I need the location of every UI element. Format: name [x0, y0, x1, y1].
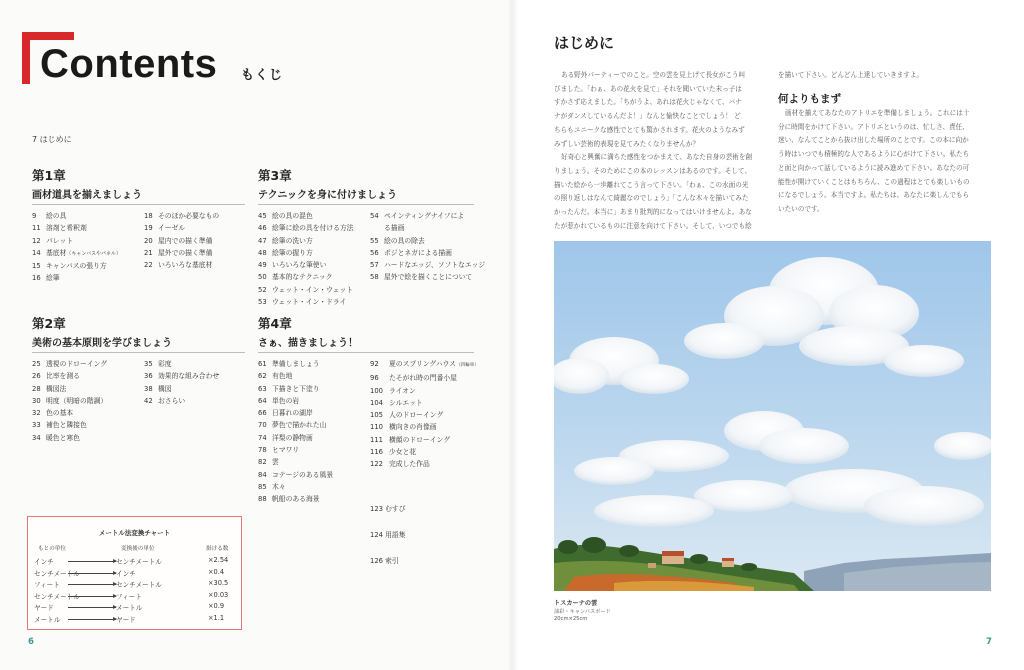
toc-entry[interactable]	[32, 407, 144, 419]
conversion-row	[34, 556, 234, 566]
conversion-factor: ×2.54	[208, 556, 229, 564]
conversion-source-unit: インチ	[34, 558, 54, 566]
contents-subtitle: もくじ	[241, 68, 284, 83]
toc-page-number: 20	[144, 236, 153, 245]
toc-entry[interactable]	[370, 358, 479, 372]
conversion-header-source: もとの単位	[38, 546, 66, 552]
toc-entry-label: ライオン	[389, 386, 416, 395]
toc-page-number: 111	[370, 435, 383, 444]
page-number-right: 7	[986, 637, 992, 647]
toc-entry[interactable]	[144, 235, 244, 247]
intro-title: はじめに	[554, 34, 615, 52]
arrow-right-icon	[68, 619, 116, 620]
body-text-line: 描いた絵から一歩離れてこう言って下さい。「わぁ、この水面の光	[554, 180, 749, 189]
intro-body-continued: を描いて下さい。どんどん上達していきますよ。	[778, 71, 924, 79]
conversion-target-unit: インチ	[116, 569, 136, 578]
toc-entry[interactable]	[258, 271, 370, 283]
toc-entry-label: パレット	[46, 236, 74, 245]
toc-page-number: 122	[370, 460, 383, 469]
arrow-right-icon	[68, 573, 116, 574]
toc-entry-glossary[interactable]: 124 用語集	[370, 531, 406, 539]
toc-entry[interactable]	[370, 434, 474, 446]
intro-body-left	[554, 69, 770, 233]
toc-page-number: 14	[32, 248, 41, 257]
toc-entry-label: 構図法	[46, 384, 67, 393]
toc-page-number: 11	[32, 224, 41, 233]
body-text-line: ナがダンスしているんだよ！」なんと愉快なことでしょう！ ど	[554, 112, 741, 121]
toc-entry-label: 夏のスプリングハウス	[389, 360, 456, 368]
chapter-title: テクニックを身に付けましょう	[258, 186, 474, 205]
toc-entry-label: 色の基本	[46, 409, 74, 418]
body-text-line: 分に時間をかけて下さい。アトリエというのは、忙しさ、責任、	[778, 122, 969, 131]
toc-page-number: 21	[144, 248, 153, 257]
toc-page-number: 45	[258, 212, 267, 220]
toc-entry-label: 絵筆の洗い方	[272, 236, 313, 245]
toc-page-number: 92	[370, 360, 379, 368]
toc-page-number: 96	[370, 374, 379, 383]
toc-entry[interactable]	[258, 210, 370, 222]
toc-page-number: 66	[258, 409, 267, 418]
arrow-right-icon	[68, 561, 116, 562]
toc-page-number: 33	[32, 421, 41, 430]
toc-entry[interactable]	[370, 259, 486, 271]
toc-entry-label: 絵の具の除去	[384, 236, 425, 245]
toc-page-number: 57	[370, 261, 379, 270]
toc-entry-label: 屋外での描く準備	[158, 248, 213, 257]
toc-entry[interactable]	[144, 210, 244, 222]
chapter-title: さぁ、描きましょう！	[258, 334, 474, 353]
toc-entry-label: 溶剤と希釈剤	[46, 224, 87, 233]
chapter-number: 第3章	[258, 168, 292, 183]
toc-entry[interactable]	[258, 259, 370, 271]
conversion-header-factor: 掛ける数	[206, 546, 229, 552]
toc-entry[interactable]	[32, 260, 144, 272]
toc-entry-label: ポジとネガによる描画	[384, 248, 452, 257]
toc-entry-label: ヒマワリ	[272, 446, 300, 455]
toc-entry-label: 横顔のドローイング	[389, 435, 451, 444]
body-text-line: ちらもユニークな感性でとても驚かされます。花火のようなみず	[554, 125, 745, 134]
toc-entry[interactable]	[32, 419, 144, 431]
chapter-number: 第1章	[32, 168, 66, 183]
toc-page-number: 19	[144, 224, 153, 233]
toc-entry[interactable]	[370, 385, 474, 397]
toc-entry[interactable]	[258, 456, 370, 468]
toc-entry-label: ウェット・イン・ドライ	[272, 298, 347, 307]
toc-entry[interactable]	[144, 358, 244, 370]
body-text-line: と面と向かって話しているように読み進めて下さい。あなたの可	[778, 163, 970, 172]
toc-page-number: 88	[258, 495, 267, 504]
toc-entry[interactable]	[32, 383, 144, 395]
body-text-line: う時はいつでも積極的な人であるように心がけて下さい。私たち	[778, 150, 970, 159]
toc-entry[interactable]	[144, 259, 244, 271]
toc-entry-label: 屋外で絵を描くことについて	[384, 273, 473, 282]
toc-page-number: 53	[258, 298, 267, 307]
toc-page-number: 18	[144, 212, 153, 220]
conversion-row	[34, 602, 234, 612]
chapter-4	[258, 314, 479, 506]
toc-entry[interactable]	[32, 358, 144, 370]
toc-entry[interactable]	[258, 469, 370, 481]
toc-entry[interactable]	[32, 432, 144, 444]
toc-page-number: 58	[370, 273, 379, 282]
toc-entry-note: （キャンバスやパネル）	[66, 250, 122, 257]
toc-page-number: 36	[144, 372, 153, 381]
toc-entry[interactable]	[32, 235, 144, 247]
toc-entry-label: ウェット・イン・ウェット	[272, 285, 354, 294]
toc-entry[interactable]	[370, 235, 474, 247]
toc-page-number: 52	[258, 285, 267, 294]
toc-page-number: 46	[258, 224, 267, 233]
toc-page-number: 62	[258, 372, 267, 381]
toc-entry-label: 横向きの肖像画	[389, 423, 437, 432]
contents-title: Contents	[40, 42, 218, 86]
conversion-row	[34, 568, 234, 578]
arrow-right-icon	[68, 584, 116, 585]
toc-entry-label: 比率を測る	[46, 372, 80, 381]
body-text-line: ある野外パーティーでのこと。空の雲を見上げて長女がこう叫	[561, 71, 746, 79]
toc-entry[interactable]	[32, 370, 144, 382]
body-text-line: かったんだ。本当に」あまり批判的になってはいけませんよ。あな	[554, 208, 752, 217]
conversion-factor: ×0.03	[208, 590, 229, 599]
toc-entry-label: 雲	[272, 458, 279, 467]
toc-entry-label: 日暮れの湖岸	[272, 409, 313, 418]
toc-entry[interactable]	[258, 481, 370, 493]
toc-entry[interactable]	[258, 444, 370, 456]
conversion-source-unit: メートル	[34, 616, 61, 624]
toc-entry[interactable]	[32, 395, 144, 407]
toc-entry[interactable]	[258, 383, 370, 395]
toc-page-number: 16	[32, 274, 41, 283]
toc-entry-label: 明度（明暗の階調）	[46, 396, 108, 405]
toc-entry-label: 絵の具	[46, 212, 67, 220]
toc-page-number: 49	[258, 261, 267, 270]
body-text-line: びました。「わぁ、あの花火を見て」それを聞いていた末っ子は	[554, 84, 742, 93]
body-text-line: 能性が開けていくことはもちろん、この過程はとても楽しいもの	[778, 177, 970, 186]
toc-entry-label: 人のドローイング	[389, 411, 444, 420]
toc-page-number: 74	[258, 433, 267, 442]
chapter-3	[258, 166, 486, 308]
toc-entry-label: いろいろな筆使い	[272, 261, 327, 270]
toc-entry[interactable]	[144, 222, 244, 234]
toc-entry[interactable]	[370, 210, 474, 222]
body-text-line: いたいのです。	[778, 204, 824, 213]
toc-entry-label: 有色地	[272, 372, 293, 381]
toc-entry-label: 木々	[272, 482, 286, 491]
body-text-line: になるでしょう。本当ですよ。私たちは、あなたに楽しんでもら	[778, 191, 970, 200]
toc-entry-label: 絵の具の混色	[272, 212, 313, 220]
toc-page-number: 48	[258, 248, 267, 257]
chapter-title: 画材道具を揃えましょう	[32, 186, 245, 205]
painting-caption-title: トスカーナの雲	[554, 600, 598, 607]
toc-entry[interactable]	[144, 395, 244, 407]
toc-entry-label: 下描きと下塗り	[272, 384, 320, 393]
page-number-left: 6	[28, 637, 34, 647]
toc-page-number: 54	[370, 212, 379, 220]
toc-entry[interactable]	[32, 222, 144, 234]
toc-entry[interactable]	[258, 247, 370, 259]
toc-page-number: 30	[32, 396, 41, 405]
toc-page-number: 100	[370, 386, 383, 395]
toc-entry-label: たそがれ時の門番小屋	[389, 374, 457, 383]
toc-entry-label: 彩度	[158, 360, 172, 368]
toc-page-number: 35	[144, 360, 153, 368]
toc-entry[interactable]	[258, 235, 370, 247]
toc-entry-label: おさらい	[158, 396, 186, 405]
toc-entry[interactable]	[370, 222, 474, 234]
toc-entry[interactable]	[258, 284, 370, 296]
section-subtitle: 何よりもまず	[778, 93, 841, 105]
toc-entry-label: 基本的なテクニック	[272, 273, 333, 282]
toc-entry-label: 構図	[158, 384, 172, 393]
body-text-line: たが惹かれているものに注意を向けて下さい。そして、いつでも絵	[554, 221, 752, 230]
toc-entry-label: 単色の岩	[272, 396, 300, 405]
conversion-target-unit: フィート	[116, 592, 142, 601]
conversion-target-unit: メートル	[116, 604, 143, 613]
toc-entry-label: 帆船のある海景	[272, 495, 320, 504]
toc-entry[interactable]	[258, 296, 370, 308]
toc-entry[interactable]	[258, 407, 370, 419]
toc-page-number: 47	[258, 236, 267, 245]
toc-entry[interactable]	[144, 383, 244, 395]
toc-entry[interactable]	[258, 493, 370, 505]
conversion-source-unit: ヤード	[34, 604, 54, 613]
toc-entry-index[interactable]: 126 索引	[370, 557, 399, 565]
toc-page-number: 85	[258, 482, 267, 491]
toc-entry[interactable]	[370, 247, 474, 259]
toc-entry-label: 基底材	[46, 248, 67, 257]
toc-page-number: 61	[258, 360, 267, 368]
toc-entry-label: 洋梨の静物画	[272, 433, 313, 442]
toc-page-number	[370, 222, 384, 234]
toc-page-number: 78	[258, 446, 267, 455]
conversion-chart-title: メートル法変換チャート	[98, 529, 171, 537]
toc-entry-intro[interactable]: 7 はじめに	[32, 135, 72, 144]
painting-caption-size: 20cm×25cm	[554, 616, 588, 622]
toc-entry-label: 絵筆に絵の具を付ける方法	[272, 224, 354, 233]
toc-entry[interactable]	[32, 247, 144, 260]
toc-page-number: 9	[32, 212, 37, 220]
toc-page-number: 64	[258, 396, 267, 405]
toc-entry-label: 少女と花	[389, 448, 417, 457]
toc-entry[interactable]	[258, 222, 370, 234]
body-text-line: 好奇心と興奮に満ちた感性をつかまえて、あなた自身の芸術を創	[561, 153, 753, 162]
body-text-line: 画材を揃えてあなたのアトリエを準備しましょう。これには十	[785, 109, 970, 117]
body-text-line: りましょう。そのためにこの本のレッスンはあるのです。そして、	[554, 166, 752, 175]
chapter-2	[32, 314, 245, 444]
toc-page-number: 12	[32, 236, 41, 245]
toc-entry-note: （四輪車）	[455, 363, 479, 368]
intro-body-right	[778, 107, 998, 217]
conversion-row	[34, 591, 234, 601]
conversion-factor: ×0.4	[208, 567, 225, 576]
toc-entry[interactable]	[258, 370, 370, 382]
toc-entry-label: いろいろな基底材	[158, 261, 213, 270]
chapter-title: 美術の基本原則を学びましょう	[32, 334, 245, 353]
toc-page-number: 110	[370, 423, 383, 432]
toc-entry[interactable]	[370, 421, 474, 433]
toc-page-number: 42	[144, 396, 153, 405]
metric-conversion-chart	[27, 516, 242, 630]
toc-entry[interactable]	[370, 271, 474, 283]
conversion-row	[34, 614, 234, 624]
toc-page-number: 55	[370, 236, 379, 245]
conversion-header-target: 変換後の単位	[121, 546, 155, 552]
toc-page-number: 32	[32, 409, 41, 418]
toc-page-number: 82	[258, 458, 267, 467]
toc-page-number: 26	[32, 372, 41, 381]
toc-entry-label: 完成した作品	[389, 460, 430, 469]
chapter-number: 第4章	[258, 316, 292, 331]
toc-entry-label: ハードなエッジ、ソフトなエッジ	[384, 261, 486, 270]
toc-page-number: 104	[370, 398, 383, 407]
toc-entry[interactable]	[370, 397, 474, 409]
toc-page-number: 15	[32, 262, 41, 271]
body-text-line: の照り返しはなんて綺麗なのでしょう」「こんな木々を描いてみた	[554, 194, 749, 203]
toc-entry[interactable]	[370, 446, 474, 458]
toc-entry-label: 補色と隣接色	[46, 421, 87, 430]
body-text-line: 迷い、なんてことから抜け出した場所のことです。この本に向か	[778, 136, 969, 145]
toc-entry-label: 準備しましょう	[272, 360, 320, 368]
toc-entry-label: 屋内での描く準備	[158, 236, 213, 245]
painting-caption-medium: 油彩・キャンバスボード	[554, 609, 611, 615]
toc-entry-label: コテージのある風景	[272, 470, 334, 479]
toc-entry-label: る描画	[384, 224, 405, 233]
toc-page-number: 34	[32, 433, 41, 442]
body-text-line: みずしい芸術的表現を見てみたくなりませんか？	[554, 139, 700, 148]
body-text-line: すかさず応えました。「ちがうよ、あれは花火じゃなくて、バナ	[554, 98, 742, 107]
toc-page-number: 25	[32, 360, 41, 368]
toc-entry-label: 絵筆の握り方	[272, 248, 313, 257]
toc-entry-label: 絵筆	[46, 274, 60, 283]
toc-entry[interactable]	[370, 372, 474, 384]
chapter-1	[32, 166, 245, 285]
toc-entry-label: そのほか必要なもの	[158, 212, 220, 220]
arrow-right-icon	[68, 596, 116, 597]
toc-entry[interactable]	[258, 358, 370, 370]
conversion-target-unit: センチメートル	[116, 581, 162, 590]
toc-page-number: 28	[32, 384, 41, 393]
toc-entry[interactable]	[144, 247, 244, 259]
toc-page-number: 38	[144, 384, 153, 393]
toc-entry-label: シルエット	[389, 398, 423, 407]
book-gutter	[508, 0, 518, 670]
toc-entry-label: イーゼル	[158, 224, 186, 233]
toc-entry[interactable]	[258, 432, 370, 444]
toc-page-number: 84	[258, 470, 267, 479]
chapter-number: 第2章	[32, 316, 66, 331]
toc-entry-label: 暖色と寒色	[46, 433, 80, 442]
toc-entry[interactable]	[370, 458, 474, 470]
conversion-source-unit: フィート	[34, 581, 60, 590]
toc-page-number: 50	[258, 273, 267, 282]
toc-page-number: 22	[144, 261, 153, 270]
toc-entry[interactable]	[258, 419, 370, 431]
toc-entry[interactable]	[32, 210, 144, 222]
toc-entry-label: 効果的な組み合わせ	[158, 372, 220, 381]
toc-entry-label: 透視のドローイング	[46, 360, 108, 368]
toc-entry-label: 夢色で描かれた山	[272, 421, 327, 430]
toc-page-number: 105	[370, 411, 383, 420]
toc-page-number: 70	[258, 421, 267, 430]
toc-entry-label: ペインティングナイフによ	[384, 212, 465, 220]
conversion-factor: ×1.1	[208, 614, 225, 622]
arrow-right-icon	[68, 607, 116, 608]
toc-entry[interactable]	[370, 409, 474, 421]
toc-page-number: 63	[258, 384, 267, 393]
conversion-target-unit: センチメートル	[116, 558, 162, 566]
toc-page-number: 116	[370, 448, 383, 457]
conversion-target-unit: ヤード	[116, 616, 136, 624]
toc-entry[interactable]	[144, 370, 244, 382]
conversion-factor: ×0.9	[208, 602, 225, 611]
conversion-source-unit: センチメートル	[34, 569, 80, 578]
toc-entry[interactable]	[32, 272, 144, 284]
tuscan-clouds-painting	[554, 241, 991, 591]
conversion-factor: ×30.5	[208, 579, 229, 588]
toc-entry-label: キャンバスの張り方	[46, 262, 107, 271]
toc-entry[interactable]	[258, 395, 370, 407]
toc-page-number: 56	[370, 248, 379, 257]
conversion-source-unit: センチメートル	[34, 592, 80, 601]
conversion-row	[34, 579, 234, 589]
toc-entry-conclusion[interactable]: 123 むすび	[370, 505, 406, 513]
